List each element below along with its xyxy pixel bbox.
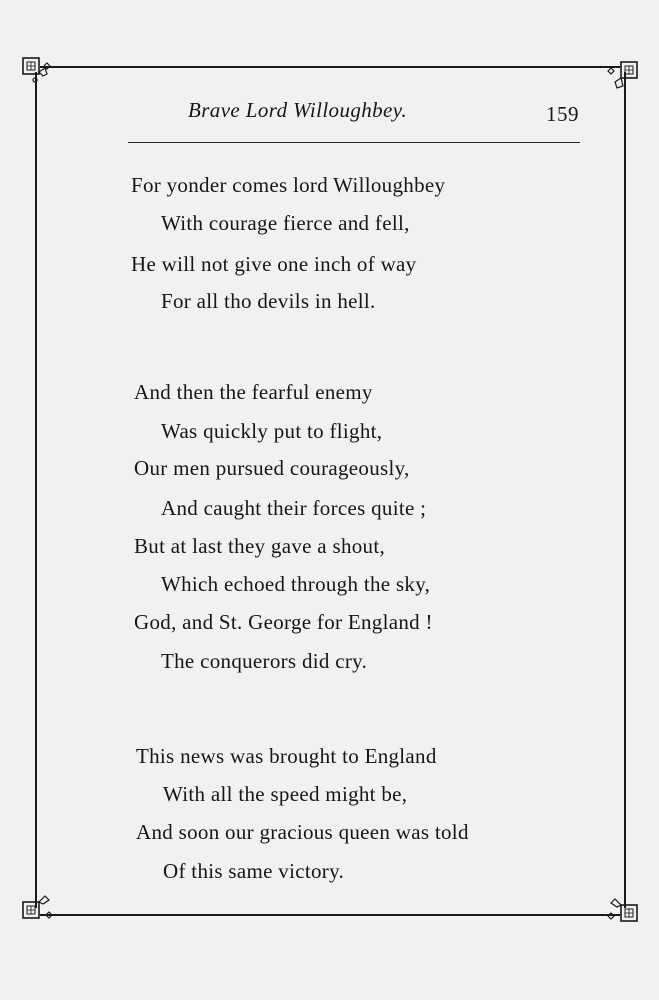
verse-line: With courage fierce and fell, [161,211,410,235]
verse-line: God, and St. George for England ! [134,610,433,634]
verse-line: Our men pursued courageously, [134,456,410,480]
running-head: Brave Lord Willoughbey. [188,98,407,122]
verse-line: Which echoed through the sky, [161,572,431,596]
verse-line: With all the speed might be, [163,782,408,806]
verse-line: But at last they gave a shout, [134,534,386,558]
verse-line: Was quickly put to flight, [161,419,383,443]
verse-line: And then the fearful enemy [134,380,373,404]
verse-line: Of this same victory. [163,859,345,883]
verse-line: He will not give one inch of way [131,252,417,276]
verse-line: And soon our gracious queen was told [136,820,469,844]
verse-line: The conquerors did cry. [161,649,368,673]
verse-line: And caught their forces quite ; [161,496,427,520]
verse-line: For all tho devils in hell. [161,289,376,313]
page-number: 159 [546,102,579,126]
verse-line: For yonder comes lord Willoughbey [131,173,446,197]
verse-line: This news was brought to England [136,744,437,768]
